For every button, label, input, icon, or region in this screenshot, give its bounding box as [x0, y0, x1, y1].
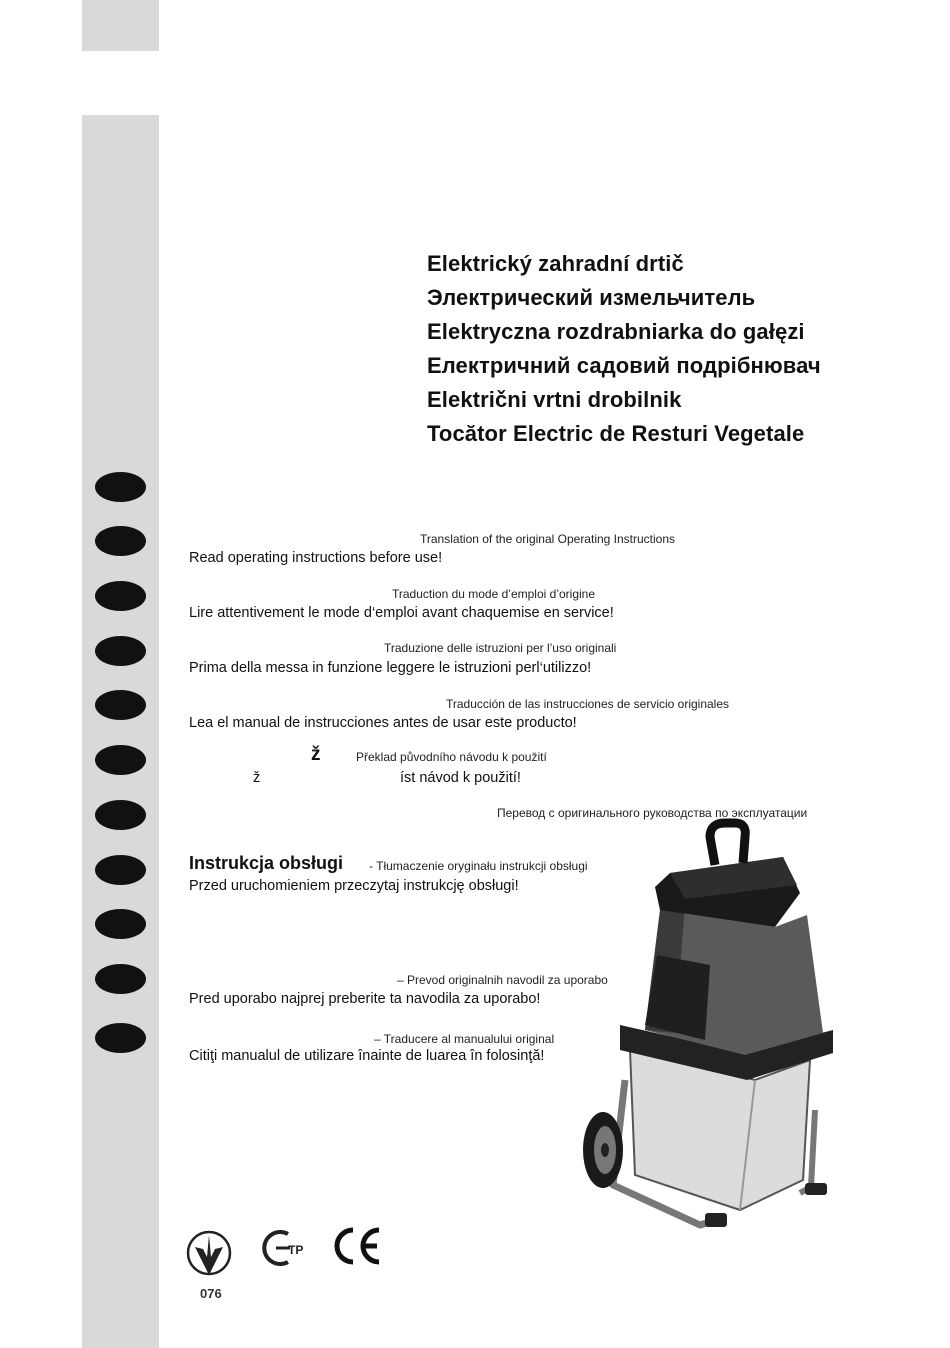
translation-note-it: Traduzione delle istruzioni per l’uso originali: [384, 641, 617, 655]
shredder-handle: [710, 823, 745, 865]
product-title-ua: Електричний садовий подрібнювач: [427, 353, 821, 378]
language-dot: [95, 964, 146, 994]
translation-note-sl: – Prevod originalnih navodil za uporabo: [397, 973, 608, 987]
instruction-fr: Lire attentivement le mode d‘emploi avant chaquemise en service!: [189, 605, 614, 621]
language-dot: [95, 800, 146, 830]
language-dot: [95, 581, 146, 611]
ce-label: CE: [333, 1226, 335, 1227]
language-dot: [95, 745, 146, 775]
language-dot: [95, 909, 146, 939]
product-title-cz: Elektrický zahradní drtič: [427, 251, 684, 276]
side-tab-bar: [82, 115, 159, 1348]
translation-note-pl: - Tłumaczenie oryginału instrukcji obsługi: [369, 859, 588, 873]
product-title-sl: Električni vrtni drobilnik: [427, 387, 682, 412]
collection-box: [630, 1050, 810, 1210]
gost-r-mark-icon: [258, 1228, 310, 1268]
instruction-ro: Citiţi manualul de utilizare înainte de luarea în folosinţă!: [189, 1048, 545, 1064]
instruction-glyph-cz: ž: [253, 770, 261, 786]
language-dot: [95, 526, 146, 556]
product-title-pl: Elektryczna rozdrabniarka do gałęzi: [427, 319, 805, 344]
shredder-foot-rear: [805, 1183, 827, 1195]
instruction-es: Lea el manual de instrucciones antes de usar este producto!: [189, 715, 577, 731]
translation-note-en: Translation of the original Operating Instructions: [420, 532, 676, 546]
product-title-ru: Электрический измельчитель: [427, 285, 756, 310]
language-dot: [95, 472, 146, 502]
cert-code: 076: [200, 1286, 222, 1301]
shredder-foot: [705, 1213, 727, 1227]
language-dot: [95, 855, 146, 885]
ce-mark-icon: [333, 1226, 385, 1266]
heading-glyph-cz: ž: [311, 744, 321, 765]
translation-note-ru: Перевод с оригинального руководства по эксплуатации: [497, 806, 808, 820]
shredder-illustration: [575, 815, 850, 1240]
product-title-ro: Tocător Electric de Resturi Vegetale: [427, 421, 805, 446]
translation-note-fr: Traduction du mode d’emploi d’origine: [392, 587, 596, 601]
instruction-sl: Pred uporabo najprej preberite ta navodila za uporabo!: [189, 991, 541, 1007]
ukrsepro-mark-icon: [185, 1227, 233, 1283]
instruction-pl: Przed uruchomieniem przeczytaj instrukcję obsługi!: [189, 878, 519, 894]
translation-note-es: Traducción de las instrucciones de servicio originales: [446, 697, 730, 711]
gost-label: TP: [288, 1243, 304, 1257]
language-dot: [95, 690, 146, 720]
instruction-it: Prima della messa in funzione leggere le istruzioni perl‘utilizzo!: [189, 660, 592, 676]
instruction-en: Read operating instructions before use!: [189, 550, 443, 566]
side-tab-top: [82, 0, 159, 51]
language-dot: [95, 1023, 146, 1053]
translation-note-cz: Překlad původního návodu k použití: [356, 750, 547, 764]
language-dot: [95, 636, 146, 666]
heading-pl: Instrukcja obsługi: [189, 853, 344, 873]
instruction-cz: íst návod k použití!: [400, 770, 521, 786]
translation-note-ro: – Traducere al manualului original: [374, 1032, 555, 1046]
